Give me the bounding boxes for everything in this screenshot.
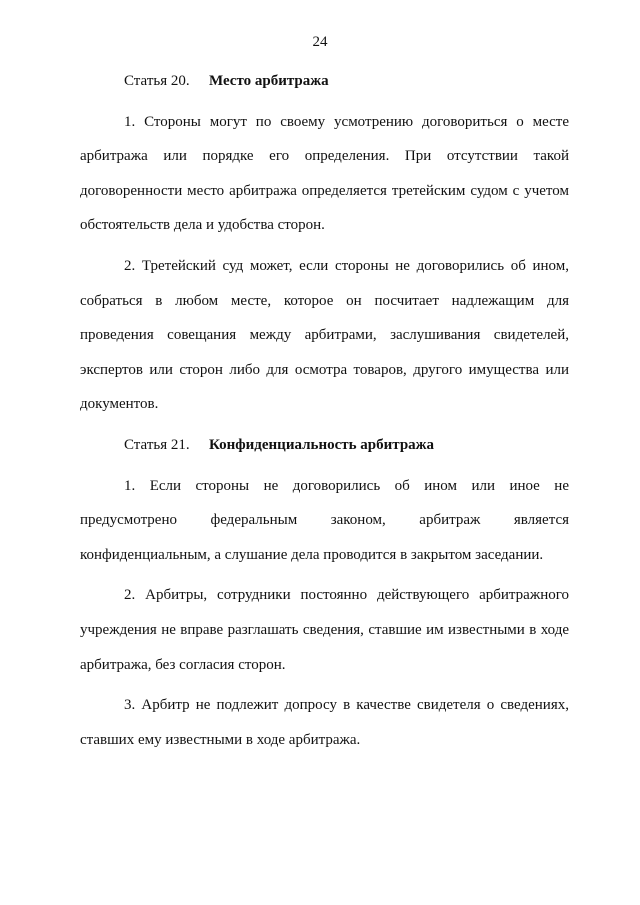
article-title: Конфиденциальность арбитража <box>209 436 435 453</box>
article-paragraph: 2. Арбитры, сотрудники постоянно действующего арбитражного учреждения не вправе разглашать сведения, ставшие им известными в ходе арбитража, без согласия сторон. <box>80 587 569 673</box>
article-number: Статья 20. <box>124 73 190 89</box>
article-paragraph: 3. Арбитр не подлежит допросу в качестве свидетеля о сведениях, ставших ему известными в ходе арбитража. <box>80 697 569 748</box>
article-heading <box>80 428 569 463</box>
article-heading <box>80 64 569 99</box>
article-number: Статья 21. <box>124 436 190 453</box>
article-paragraph: 1. Стороны могут по своему усмотрению договориться о месте арбитража или порядке его определения. При отсутствии такой договоренности место арбитража определяется третейским судом с учетом обстоятельств дела и удобства сторон. <box>80 113 569 234</box>
article-title: Место арбитража <box>209 73 329 89</box>
article-paragraph: 1. Если стороны не договорились об ином или иное не предусмотрено федеральным законом, арбитраж является конфиденциальным, а слушание дела проводится в закрытом заседании. <box>80 477 569 563</box>
article-paragraph: 2. Третейский суд может, если стороны не договорились об ином, собраться в любом месте, которое он посчитает надлежащим для проведения совещания между арбитрами, заслушивания свидетелей, экспертов или сторон либо для осмотра товаров, другого имущества или документов. <box>80 257 569 413</box>
document-body <box>80 64 569 763</box>
page-number: 24 <box>312 34 328 50</box>
